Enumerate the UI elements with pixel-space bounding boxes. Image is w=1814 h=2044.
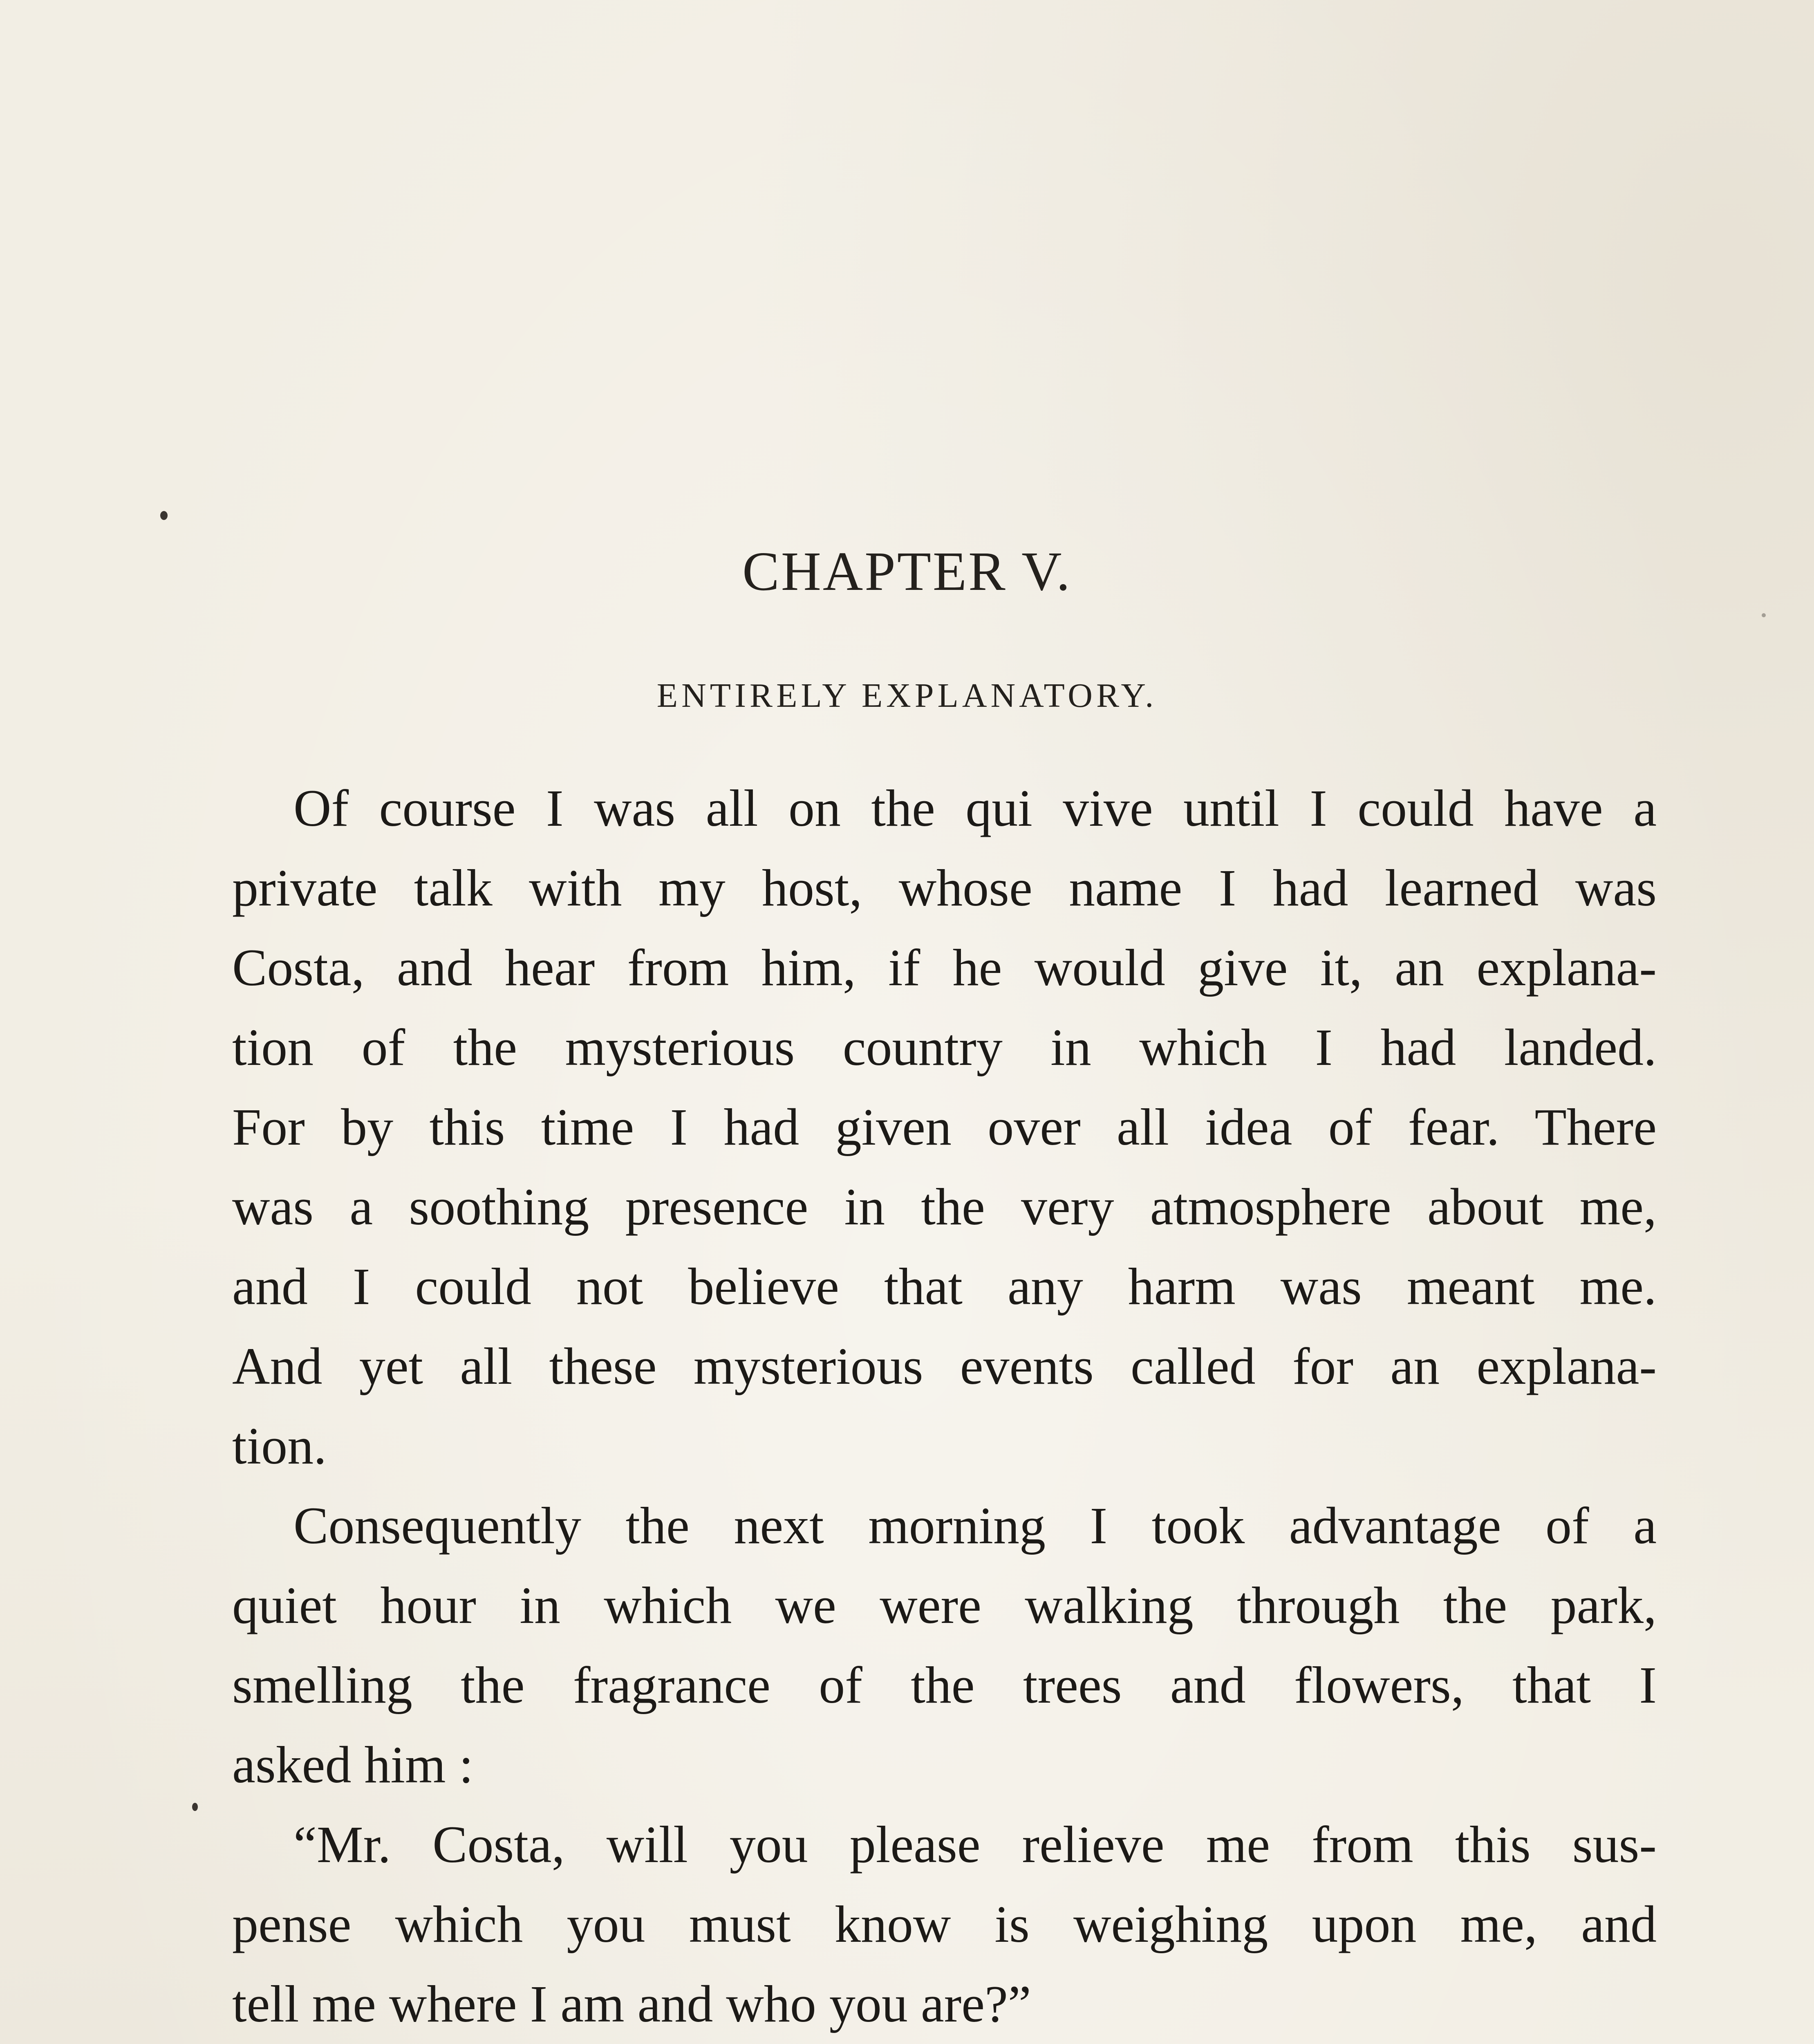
ink-speck: [160, 511, 168, 520]
text-line: And yet all these mysterious events called for an explana-: [232, 1337, 1657, 1395]
text-line: pense which you must know is weighing upon me, and: [232, 1895, 1657, 1953]
text-line: tion.: [232, 1417, 327, 1475]
body-text: [232, 769, 1657, 2044]
text-line: quiet hour in which we were walking through the park,: [232, 1576, 1657, 1634]
text-line: tion of the mysterious country in which I had landed.: [232, 1018, 1657, 1076]
text-line: and I could not believe that any harm was meant me.: [232, 1257, 1657, 1316]
text-line: private talk with my host, whose name I had learned was: [232, 859, 1657, 917]
text-line: tell me where I am and who you are?”: [232, 1975, 1031, 2033]
chapter-title: CHAPTER V.: [742, 541, 1072, 602]
ink-speck: [192, 1803, 198, 1811]
text-line: For by this time I had given over all idea of fear. There: [232, 1098, 1657, 1156]
text-line: Consequently the next morning I took advantage of a: [293, 1497, 1657, 1555]
text-line: “Mr. Costa, will you please relieve me from this sus-: [293, 1815, 1657, 1874]
chapter-subtitle: ENTIRELY EXPLANATORY.: [656, 677, 1158, 715]
text-line: asked him :: [232, 1736, 474, 1794]
text-line: smelling the fragrance of the trees and flowers, that I: [232, 1656, 1657, 1714]
text-line: was a soothing presence in the very atmosphere about me,: [232, 1178, 1657, 1236]
text-line: Of course I was all on the qui vive until I could have a: [293, 779, 1657, 837]
ink-speck: [1762, 613, 1766, 617]
text-line: Costa, and hear from him, if he would give it, an explana-: [232, 939, 1657, 997]
